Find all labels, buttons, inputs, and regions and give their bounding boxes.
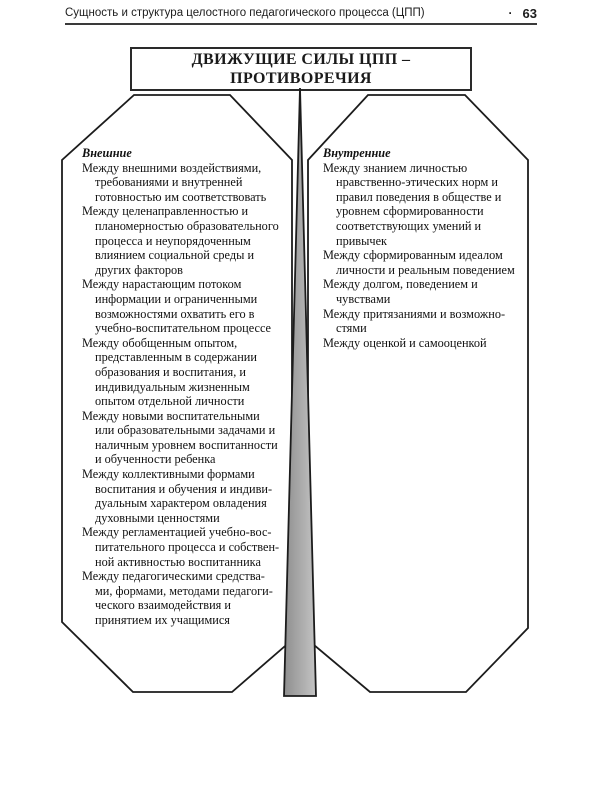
contradiction-item: Между знанием личностью нравственно-этических норм и правил поведения в обществе и уровнем сформированности соответствующих умений и привычек (323, 160, 502, 248)
contradiction-item: Между регламентацией учебно-вос- питательного процесса и собствен- ной активностью воспитанника (82, 525, 280, 569)
external-items (82, 161, 298, 628)
contradiction-item: Между целенаправленностью и планомерностью образовательного процесса и неупорядоченным влиянием социальной среды и других факторов (82, 204, 279, 277)
internal-heading: Внутренние (323, 146, 391, 160)
contradiction-item: Между обобщенным опытом, представленным в содержании образования и воспитания, и индивидуальным жизненным опытом отдельной личности (82, 335, 257, 409)
external-heading: Внешние (82, 146, 132, 160)
external-contradictions-block (82, 146, 298, 628)
contradiction-item: Между притязаниями и возможно- стями (323, 306, 506, 336)
contradiction-item: Между сформированным идеалом личности и реальным поведением (323, 248, 515, 277)
contradiction-item: Между долгом, поведением и чувствами (323, 277, 478, 306)
page-number: 63 (522, 5, 537, 21)
contradiction-item: Между оценкой и самооценкой (323, 335, 487, 350)
diagram-title-line2: ПРОТИВОРЕЧИЯ (230, 70, 372, 87)
diagram-title-line1: ДВИЖУЩИЕ СИЛЫ ЦПП – (191, 51, 411, 68)
internal-items (323, 161, 535, 351)
contradiction-item: Между нарастающим потоком информации и ограниченными возможностями охватить его в учебно-воспитательном процессе (82, 277, 272, 336)
running-header-title: Сущность и структура целостного педагогического процесса (ЦПП) (65, 7, 425, 19)
page-number-group (509, 6, 537, 21)
contradiction-item: Между внешними воздействиями, требованиями и внутренней готовностью им соответствовать (82, 160, 267, 204)
contradiction-item: Между новыми воспитательными или образовательными задачами и наличным уровнем воспитанности и обученности ребенка (82, 408, 278, 467)
contradiction-item: Между педагогическими средства- ми, формами, методами педагоги- ческого взаимодействия и принятием их учащимися (82, 569, 273, 627)
internal-contradictions-block (323, 146, 535, 350)
contradiction-item: Между коллективными формами воспитания и обучения и индиви- дуальным характером овладения духовными ценностями (82, 467, 273, 525)
running-header (65, 3, 537, 25)
bullet-separator: · (508, 6, 513, 20)
